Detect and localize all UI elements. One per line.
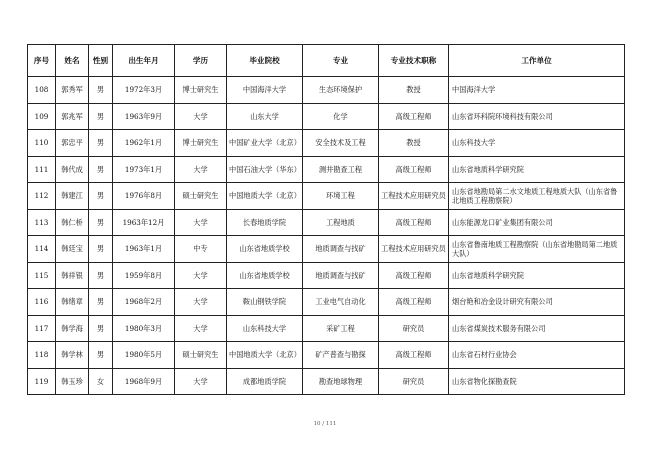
cell-major: 工程地质 [303, 209, 379, 236]
column-header: 性别 [89, 45, 113, 77]
cell-number: 115 [28, 262, 56, 289]
cell-name: 韩祥银 [56, 262, 89, 289]
cell-work-unit: 烟台艳和冶金设计研究有限公司 [449, 289, 625, 316]
cell-gender: 男 [89, 236, 113, 263]
cell-birth: 1963年9月 [113, 103, 175, 130]
cell-number: 111 [28, 156, 56, 183]
cell-education: 大学 [175, 103, 227, 130]
cell-gender: 男 [89, 262, 113, 289]
table-row [28, 236, 625, 263]
cell-title: 高级工程师 [379, 209, 449, 236]
cell-major: 勘查地球物理 [303, 368, 379, 395]
cell-education: 大学 [175, 156, 227, 183]
cell-education: 中专 [175, 236, 227, 263]
table-row [28, 156, 625, 183]
cell-number: 116 [28, 289, 56, 316]
cell-birth: 1980年5月 [113, 342, 175, 369]
cell-title: 工程技术应用研究员 [379, 236, 449, 263]
cell-school: 山东省地质学校 [227, 262, 303, 289]
cell-work-unit: 山东省地勘局第二水文地质工程地质大队（山东省鲁北地质工程勘察院） [449, 183, 625, 210]
cell-school: 中国石油大学（华东） [227, 156, 303, 183]
cell-gender: 男 [89, 156, 113, 183]
cell-school: 山东省地质学校 [227, 236, 303, 263]
table-row [28, 130, 625, 157]
cell-gender: 男 [89, 342, 113, 369]
cell-number: 109 [28, 103, 56, 130]
cell-major: 测井勘查工程 [303, 156, 379, 183]
cell-school: 中国地质大学（北京） [227, 183, 303, 210]
cell-birth: 1968年2月 [113, 289, 175, 316]
cell-major: 地质调查与找矿 [303, 262, 379, 289]
cell-work-unit: 山东科技大学 [449, 130, 625, 157]
cell-gender: 男 [89, 315, 113, 342]
table-row [28, 77, 625, 104]
cell-gender: 男 [89, 183, 113, 210]
cell-title: 工程技术应用研究员 [379, 183, 449, 210]
cell-gender: 男 [89, 209, 113, 236]
column-header: 毕业院校 [227, 45, 303, 77]
cell-work-unit: 山东能源龙口矿业集团有限公司 [449, 209, 625, 236]
cell-title: 教授 [379, 77, 449, 104]
cell-education: 博士研究生 [175, 77, 227, 104]
cell-education: 硕士研究生 [175, 342, 227, 369]
cell-title: 高级工程师 [379, 103, 449, 130]
cell-number: 108 [28, 77, 56, 104]
table-row [28, 342, 625, 369]
cell-number: 117 [28, 315, 56, 342]
cell-name: 韩建江 [56, 183, 89, 210]
cell-education: 博士研究生 [175, 130, 227, 157]
cell-title: 高级工程师 [379, 262, 449, 289]
column-header: 出生年月 [113, 45, 175, 77]
column-header: 专业技术职称 [379, 45, 449, 77]
table-row [28, 289, 625, 316]
cell-major: 生态环境保护 [303, 77, 379, 104]
personnel-table [27, 44, 625, 395]
cell-number: 113 [28, 209, 56, 236]
table-row [28, 315, 625, 342]
cell-school: 鞍山钢铁学院 [227, 289, 303, 316]
cell-work-unit: 山东省地质科学研究院 [449, 262, 625, 289]
header-row [28, 45, 625, 77]
cell-gender: 女 [89, 368, 113, 395]
cell-name: 韩廷宝 [56, 236, 89, 263]
cell-number: 112 [28, 183, 56, 210]
cell-work-unit: 山东省环科院环境科技有限公司 [449, 103, 625, 130]
cell-work-unit: 山东省石材行业协会 [449, 342, 625, 369]
cell-work-unit: 山东省鲁南地质工程勘察院（山东省地勘局第二地质大队） [449, 236, 625, 263]
cell-title: 研究员 [379, 368, 449, 395]
cell-number: 110 [28, 130, 56, 157]
cell-education: 大学 [175, 315, 227, 342]
cell-name: 韩学海 [56, 315, 89, 342]
table-row [28, 103, 625, 130]
cell-gender: 男 [89, 103, 113, 130]
column-header: 姓名 [56, 45, 89, 77]
cell-school: 山东大学 [227, 103, 303, 130]
column-header: 专业 [303, 45, 379, 77]
cell-school: 山东科技大学 [227, 315, 303, 342]
cell-name: 韩代成 [56, 156, 89, 183]
cell-major: 环境工程 [303, 183, 379, 210]
cell-major: 采矿工程 [303, 315, 379, 342]
table-row [28, 368, 625, 395]
table-body [28, 77, 625, 395]
page-number: 10 / 111 [313, 421, 337, 427]
table-row [28, 209, 625, 236]
cell-birth: 1980年3月 [113, 315, 175, 342]
table-row [28, 183, 625, 210]
cell-birth: 1972年3月 [113, 77, 175, 104]
column-header: 学历 [175, 45, 227, 77]
cell-school: 长春地质学院 [227, 209, 303, 236]
cell-work-unit: 山东省物化探勘查院 [449, 368, 625, 395]
cell-birth: 1968年9月 [113, 368, 175, 395]
cell-title: 高级工程师 [379, 342, 449, 369]
cell-birth: 1959年8月 [113, 262, 175, 289]
cell-education: 大学 [175, 289, 227, 316]
cell-education: 大学 [175, 209, 227, 236]
cell-major: 地质调查与找矿 [303, 236, 379, 263]
cell-name: 韩玉珍 [56, 368, 89, 395]
table-row [28, 262, 625, 289]
cell-major: 化学 [303, 103, 379, 130]
cell-major: 矿产普查与勘探 [303, 342, 379, 369]
cell-education: 大学 [175, 262, 227, 289]
cell-birth: 1962年1月 [113, 130, 175, 157]
cell-gender: 男 [89, 289, 113, 316]
cell-school: 中国地质大学（北京） [227, 342, 303, 369]
cell-school: 中国海洋大学 [227, 77, 303, 104]
cell-birth: 1973年1月 [113, 156, 175, 183]
cell-major: 安全技术及工程 [303, 130, 379, 157]
cell-name: 韩仁桥 [56, 209, 89, 236]
cell-work-unit: 中国海洋大学 [449, 77, 625, 104]
cell-education: 大学 [175, 368, 227, 395]
cell-gender: 男 [89, 77, 113, 104]
cell-number: 118 [28, 342, 56, 369]
cell-gender: 男 [89, 130, 113, 157]
cell-number: 119 [28, 368, 56, 395]
cell-name: 郭忠平 [56, 130, 89, 157]
cell-title: 高级工程师 [379, 156, 449, 183]
cell-name: 郭兆军 [56, 103, 89, 130]
cell-major: 工业电气自动化 [303, 289, 379, 316]
column-header: 序号 [28, 45, 56, 77]
cell-title: 教授 [379, 130, 449, 157]
cell-birth: 1963年1月 [113, 236, 175, 263]
cell-work-unit: 山东省煤炭技术服务有限公司 [449, 315, 625, 342]
cell-work-unit: 山东省地质科学研究院 [449, 156, 625, 183]
cell-birth: 1963年12月 [113, 209, 175, 236]
cell-education: 硕士研究生 [175, 183, 227, 210]
cell-school: 成都地质学院 [227, 368, 303, 395]
cell-name: 韩绪章 [56, 289, 89, 316]
cell-school: 中国矿业大学（北京） [227, 130, 303, 157]
cell-title: 研究员 [379, 315, 449, 342]
cell-title: 高级工程师 [379, 289, 449, 316]
cell-birth: 1976年8月 [113, 183, 175, 210]
cell-name: 韩学林 [56, 342, 89, 369]
cell-number: 114 [28, 236, 56, 263]
cell-name: 郭秀军 [56, 77, 89, 104]
column-header: 工作单位 [449, 45, 625, 77]
